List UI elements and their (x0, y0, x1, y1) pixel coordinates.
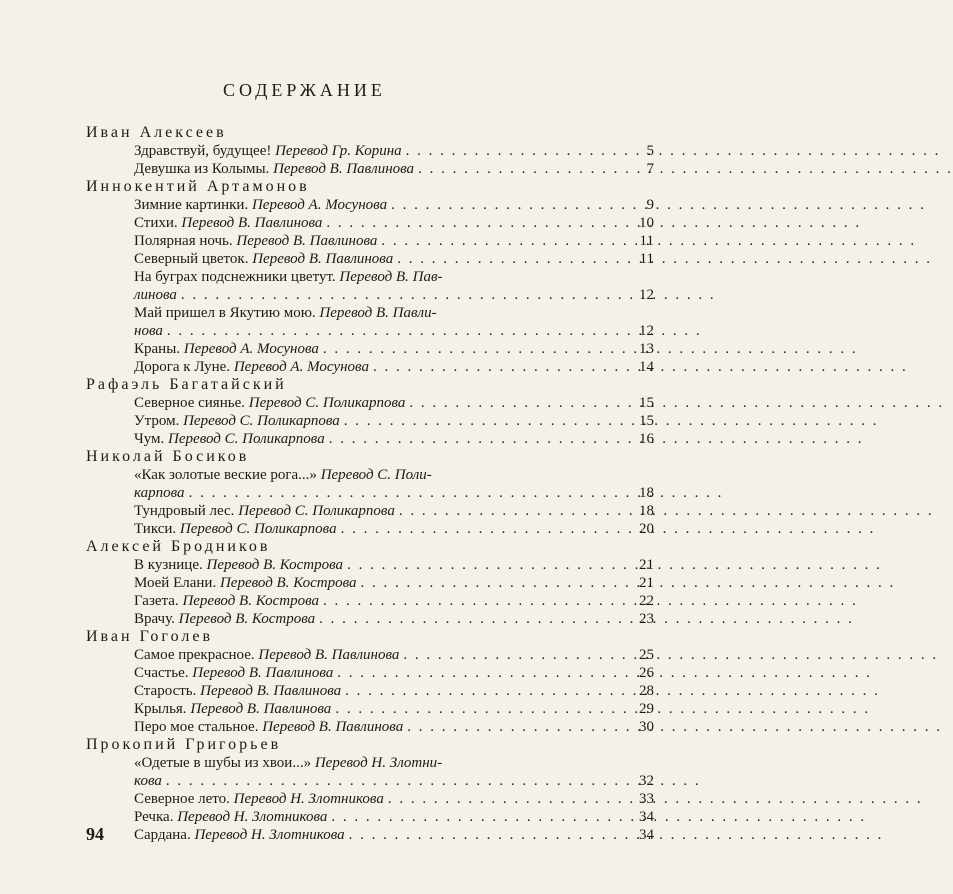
poem-title: Счастье. (134, 665, 189, 681)
toc-entry (134, 808, 654, 826)
page-ref: 23 (639, 611, 654, 627)
author-name: Рафаэль Багатайский (86, 376, 287, 393)
poem-title: «Одетые в шубы из хвои...» (134, 755, 312, 771)
translator: Перевод В. Павлинова (190, 701, 332, 717)
translator: Перевод С. Поликарпова (168, 431, 325, 447)
translator: Перевод В. Кострова (178, 611, 316, 627)
page-number-footer: 94 (86, 824, 104, 844)
translator: Перевод Гр. Корина (275, 143, 402, 159)
page-ref: 30 (639, 719, 654, 735)
translator-continuation: нова (134, 323, 163, 339)
toc-entry (134, 466, 654, 502)
translator: Перевод В. Кострова (182, 593, 319, 609)
toc-entry (134, 592, 654, 610)
poem-title: Перо мое стальное. (134, 719, 259, 735)
page-ref: 26 (639, 665, 654, 681)
dot-leader (399, 646, 938, 664)
page-ref: 11 (639, 233, 654, 249)
page-ref: 18 (639, 503, 654, 519)
poem-title: «Как золотые веские рога...» (134, 467, 317, 483)
translator-continuation: линова (134, 287, 177, 303)
page-ref: 5 (646, 143, 654, 159)
poem-title: Краны. (134, 341, 181, 357)
translator: Перевод С. Поликарпова (238, 503, 395, 519)
poem-title: Моей Елани. (134, 575, 217, 591)
toc-entry (134, 430, 654, 448)
poem-title: Газета. (134, 593, 179, 609)
poem-title: Зимние картинки. (134, 197, 249, 213)
translator: Перевод С. Поликарпова (183, 413, 340, 429)
dot-leader (319, 592, 858, 610)
toc-entry (134, 142, 654, 160)
page-ref: 14 (639, 359, 654, 375)
poem-title: Утром. (134, 413, 180, 429)
poem-title: Девушка из Колымы. (134, 161, 270, 177)
toc-entry-line (134, 466, 548, 484)
page-ref: 15 (639, 395, 654, 411)
translator: Перевод В. Павлинова (192, 665, 334, 681)
page-ref: 9 (646, 197, 654, 213)
poem-title: Самое прекрасное. (134, 647, 255, 663)
page-ref: 29 (639, 701, 654, 717)
translator: Перевод В. Павлинова (181, 215, 323, 231)
poem-title: Чум. (134, 431, 165, 447)
toc-entry (134, 394, 654, 412)
author-name: Алексей Бродников (86, 538, 271, 555)
poem-title: Сардана. (134, 827, 191, 843)
toc-entry (134, 232, 654, 250)
page-ref: 20 (639, 521, 654, 537)
toc-entry (134, 700, 654, 718)
poem-title: Май пришел в Якутию мою. (134, 305, 316, 321)
translator: Перевод В. Пав- (339, 269, 443, 285)
page-ref: 18 (639, 485, 654, 501)
page-ref: 34 (639, 809, 654, 825)
author-name: Иван Гоголев (86, 628, 213, 645)
toc-entry (134, 754, 654, 790)
author-name: Иван Алексеев (86, 124, 227, 141)
page-ref: 33 (639, 791, 654, 807)
dot-leader (315, 610, 854, 628)
page-ref: 16 (639, 431, 654, 447)
toc-entry (134, 664, 654, 682)
translator: Перевод Н. Злотни- (314, 755, 443, 771)
toc-entry (134, 196, 654, 214)
poem-title: Северное сиянье. (134, 395, 245, 411)
translator: Перевод Н. Злотникова (177, 809, 328, 825)
page-title: СОДЕРЖАНИЕ (223, 80, 386, 100)
dot-leader (319, 340, 858, 358)
toc-entry (134, 250, 654, 268)
translator: Перевод С. Поли- (320, 467, 432, 483)
toc-entry (134, 502, 654, 520)
toc-entry (134, 646, 654, 664)
page-ref: 32 (639, 773, 654, 789)
dot-leader (402, 142, 941, 160)
page-ref: 21 (639, 575, 654, 591)
translator: Перевод Н. Злотникова (194, 827, 345, 843)
page-ref: 21 (639, 557, 654, 573)
translator: Перевод С. Поликарпова (179, 521, 337, 537)
poem-title: Северное лето. (134, 791, 230, 807)
poem-title: Дорога к Луне. (134, 359, 231, 375)
toc-entry-line (134, 268, 548, 286)
author-name: Николай Босиков (86, 448, 250, 465)
toc-entry (134, 214, 654, 232)
toc-entry (134, 574, 654, 592)
translator: Перевод Н. Злотникова (233, 791, 384, 807)
dot-leader (403, 718, 942, 736)
toc-entry (134, 610, 654, 628)
translator: Перевод В. Павлинова (252, 251, 394, 267)
translator: Перевод В. Павлинова (262, 719, 404, 735)
translator: Перевод А. Мосунова (233, 359, 369, 375)
page-ref: 12 (639, 323, 654, 339)
page-ref: 22 (639, 593, 654, 609)
poem-title: Тикси. (134, 521, 177, 537)
poem-title: Речка. (134, 809, 174, 825)
toc-entry (134, 160, 654, 178)
translator-continuation: карпова (134, 485, 185, 501)
page-ref: 34 (639, 827, 654, 843)
translator: Перевод С. Поликарпова (248, 395, 406, 411)
translator: Перевод В. Павлинова (200, 683, 342, 699)
toc-entry (134, 304, 654, 340)
page-ref: 10 (639, 215, 654, 231)
poem-title: Северный цветок. (134, 251, 249, 267)
dot-leader (393, 250, 932, 268)
page-ref: 11 (639, 251, 654, 267)
toc-entry (134, 358, 654, 376)
poem-title: Крылья. (134, 701, 187, 717)
poem-title: На буграх подснежники цветут. (134, 269, 336, 285)
page-ref: 13 (639, 341, 654, 357)
poem-title: Врачу. (134, 611, 175, 627)
poem-title: Здравствуй, будущее! (134, 143, 272, 159)
table-of-contents (86, 124, 654, 844)
translator: Перевод А. Мосунова (183, 341, 319, 357)
page-ref: 25 (639, 647, 654, 663)
translator: Перевод В. Павлинова (273, 161, 415, 177)
dot-leader (414, 160, 953, 178)
toc-entry (134, 340, 654, 358)
toc-entry (134, 682, 654, 700)
toc-entry (134, 520, 654, 538)
translator-continuation: кова (134, 773, 162, 789)
translator: Перевод В. Кострова (206, 557, 344, 573)
page-ref: 15 (639, 413, 654, 429)
author-name: Иннокентий Артамонов (86, 178, 310, 195)
toc-entry (134, 790, 654, 808)
dot-leader (322, 214, 861, 232)
dot-leader (395, 502, 934, 520)
translator: Перевод А. Мосунова (251, 197, 388, 213)
dot-leader (405, 394, 944, 412)
toc-entry (134, 268, 654, 304)
toc-entry (134, 556, 654, 574)
toc-entry-line (134, 754, 548, 772)
page-ref: 28 (639, 683, 654, 699)
translator: Перевод В. Павли- (319, 305, 437, 321)
page-ref: 7 (646, 161, 654, 177)
toc-entry (134, 718, 654, 736)
translator: Перевод В. Павлинова (258, 647, 400, 663)
translator: Перевод В. Кострова (219, 575, 357, 591)
poem-title: Старость. (134, 683, 197, 699)
poem-title: Тундровый лес. (134, 503, 235, 519)
dot-leader (387, 196, 926, 214)
page-ref: 12 (639, 287, 654, 303)
toc-entry (134, 826, 654, 844)
translator: Перевод В. Павлинова (236, 233, 378, 249)
poem-title: Полярная ночь. (134, 233, 233, 249)
toc-entry (134, 412, 654, 430)
poem-title: В кузнице. (134, 557, 203, 573)
author-name: Прокопий Григорьев (86, 736, 282, 753)
toc-entry-line (134, 304, 548, 322)
poem-title: Стихи. (134, 215, 178, 231)
